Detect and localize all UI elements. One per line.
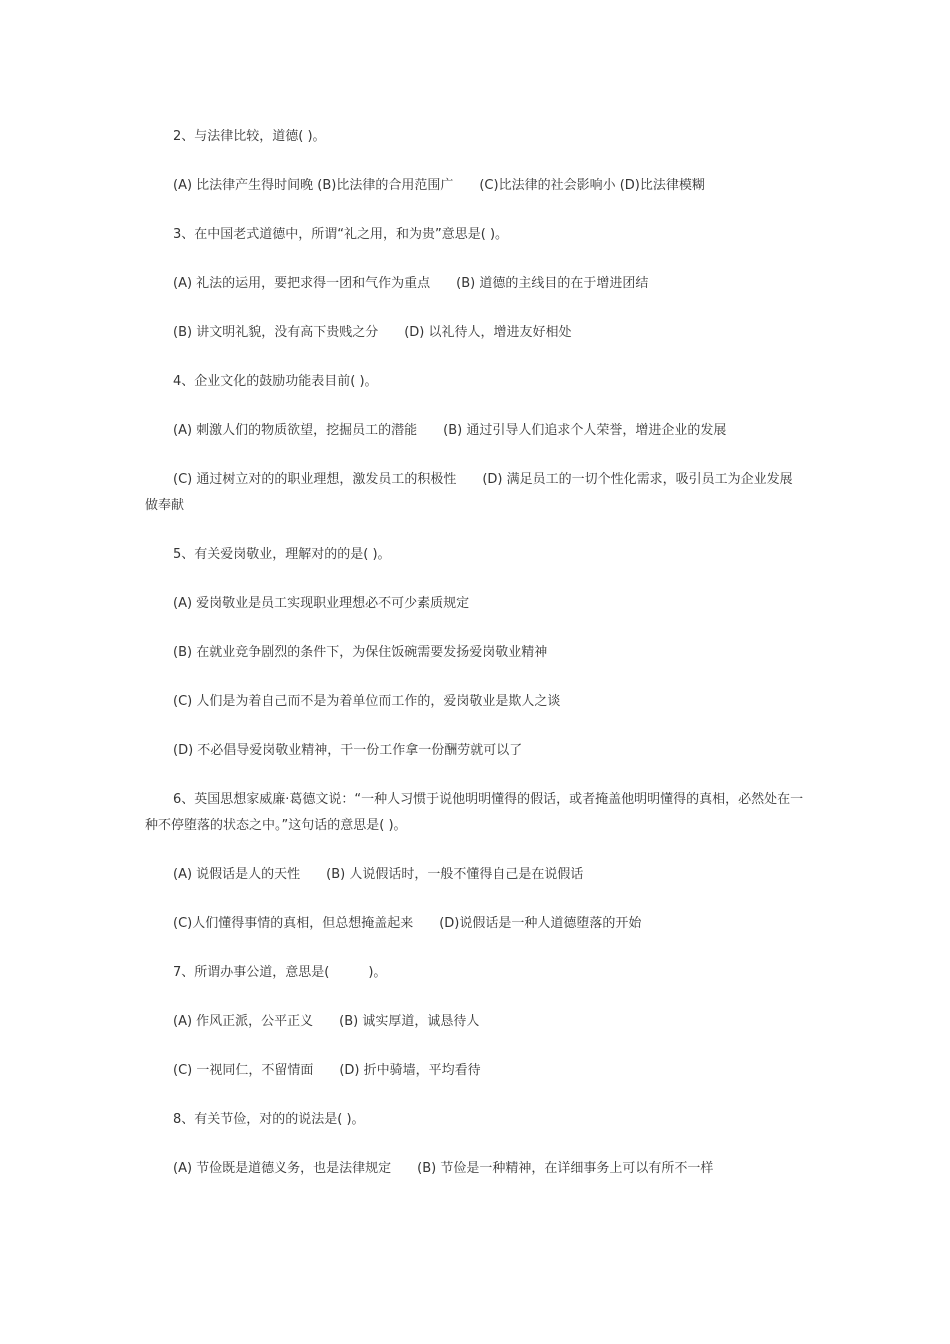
question-3: 3、在中国老式道德中，所谓“礼之用，和为贵”意思是( )。 <box>173 227 509 242</box>
question-3-options-cd: (B) 讲文明礼貌，没有高下贵贱之分 (D) 以礼待人，增进友好相处 <box>173 325 572 340</box>
question-8-options-ab: (A) 节俭既是道德义务，也是法律规定 (B) 节俭是一种精神，在详细事务上可以有所不一样 <box>173 1161 714 1176</box>
question-8: 8、有关节俭，对的的说法是( )。 <box>173 1112 365 1127</box>
question-5-option-b: (B) 在就业竞争剧烈的条件下，为保住饭碗需要发扬爱岗敬业精神 <box>173 645 548 660</box>
question-5: 5、有关爱岗敬业，理解对的的是( )。 <box>173 547 391 562</box>
question-7: 7、所谓办事公道，意思是( )。 <box>173 965 387 980</box>
question-5-option-a: (A) 爱岗敬业是员工实现职业理想必不可少素质规定 <box>173 596 470 611</box>
question-6-options-ab: (A) 说假话是人的天性 (B) 人说假话时，一般不懂得自己是在说假话 <box>173 867 584 882</box>
question-4-options-ab: (A) 刺激人们的物质欲望，挖掘员工的潜能 (B) 通过引导人们追求个人荣誉，增进企业的发展 <box>173 423 727 438</box>
question-4-options-cd: (C) 通过树立对的的职业理想，激发员工的积极性 (D) 满足员工的一切个性化需求，吸引员工为企业发展做奉献 <box>145 472 793 513</box>
question-2: 2、与法律比较，道德( )。 <box>173 129 326 144</box>
question-5-option-c: (C) 人们是为着自己而不是为着单位而工作的，爱岗敬业是欺人之谈 <box>173 694 561 709</box>
question-5-option-d: (D) 不必倡导爱岗敬业精神，干一份工作拿一份酬劳就可以了 <box>173 743 523 758</box>
question-7-options-ab: (A) 作风正派，公平正义 (B) 诚实厚道，诚恳待人 <box>173 1014 480 1029</box>
question-3-options-ab: (A) 礼法的运用，要把求得一团和气作为重点 (B) 道德的主线目的在于增进团结 <box>173 276 649 291</box>
question-6-options-cd: (C)人们懂得事情的真相，但总想掩盖起来 (D)说假话是一种人道德堕落的开始 <box>173 916 642 931</box>
question-4: 4、企业文化的鼓励功能表目前( )。 <box>173 374 378 389</box>
question-6: 6、英国思想家威廉·葛德文说：“一种人习惯于说他明明懂得的假话，或者掩盖他明明懂得的真相，必然处在一种不停堕落的状态之中。”这句话的意思是( )。 <box>145 792 804 833</box>
document-body <box>145 124 805 1205</box>
question-7-options-cd: (C) 一视同仁，不留情面 (D) 折中骑墙，平均看待 <box>173 1063 481 1078</box>
question-2-options: (A) 比法律产生得时间晚 (B)比法律的合用范围广 (C)比法律的社会影响小 (D)比法律模糊 <box>173 178 705 193</box>
